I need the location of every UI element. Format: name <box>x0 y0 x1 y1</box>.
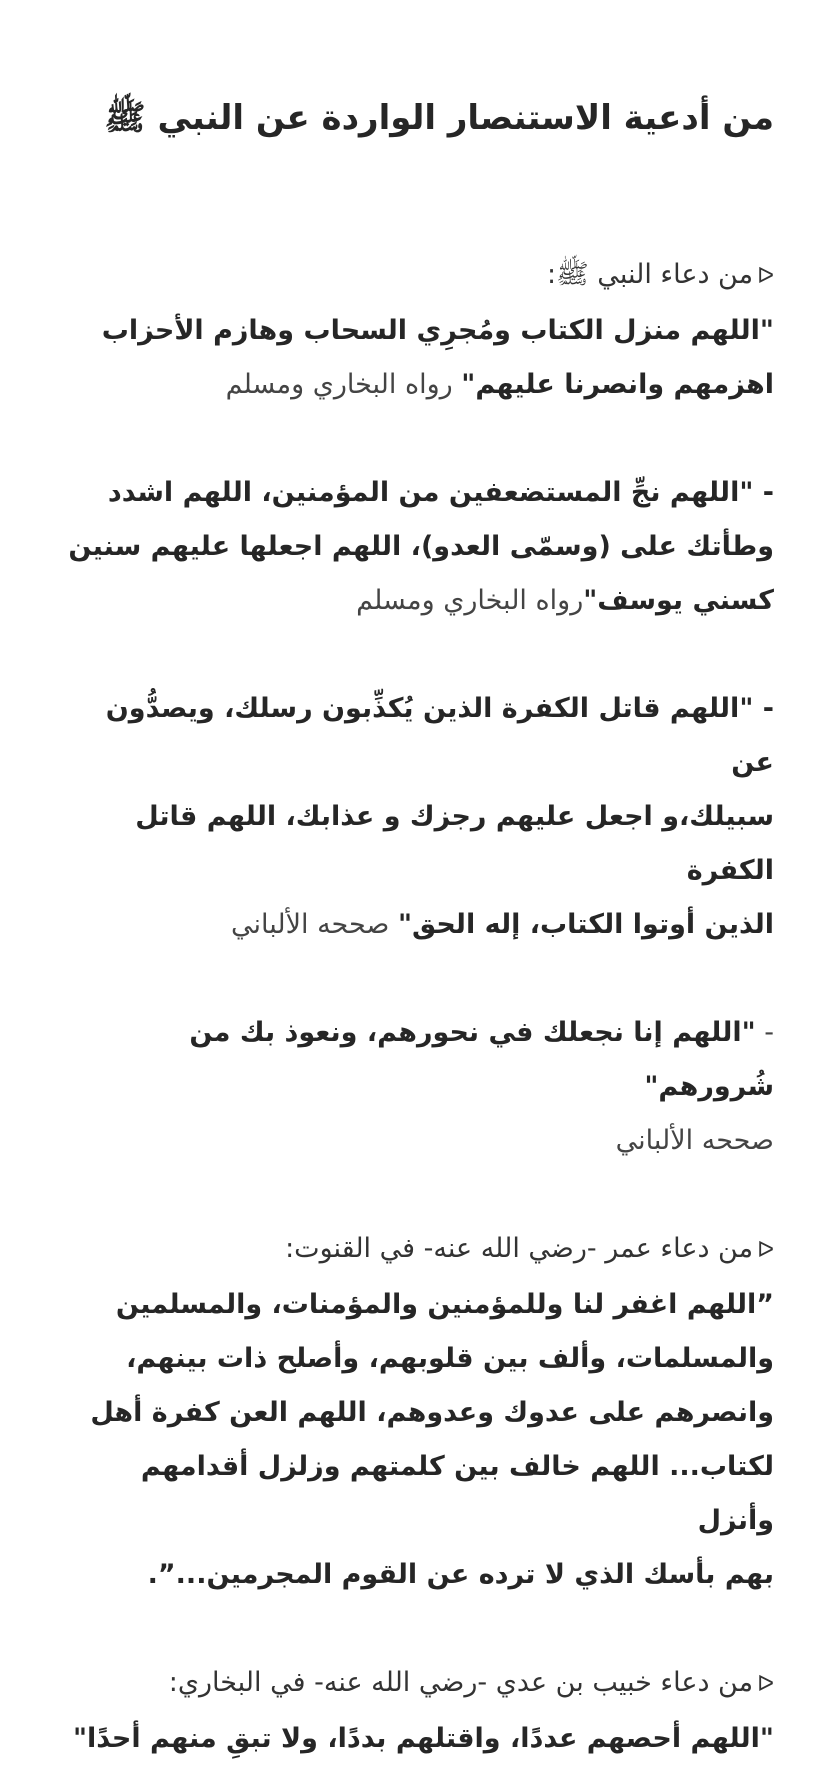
dua-line: والمسلمات، وألف بين قلوبهم، وأصلح ذات بينهم، <box>126 1343 774 1374</box>
dua-line: الذين أوتوا الكتاب، إله الحق" صححه الألباني <box>230 909 774 940</box>
dua-section-khubayb <box>56 1656 774 1766</box>
dua-line: ”اللهم اغفر لنا وللمؤمنين والمؤمنات، والمسلمين <box>115 1289 774 1320</box>
section-intro: ᐅمن دعاء عمر -رضي الله عنه- في القنوت: <box>56 1222 774 1278</box>
dua-line: - "اللهم نجِّ المستضعفين من المؤمنين، اللهم اشدد <box>107 477 774 508</box>
dua-line <box>56 1114 774 1168</box>
dua-line: سبيلك،و اجعل عليهم رجزك و عذابك، اللهم قاتل الكفرة <box>135 801 774 886</box>
dua-line: بهم بأسك الذي لا ترده عن القوم المجرمين...”. <box>147 1559 774 1590</box>
dua-line: وطأتك على (وسمّى العدو)، اللهم اجعلها عليهم سنين <box>68 531 774 562</box>
dua-section-mustadafin <box>56 466 774 628</box>
page-title: من أدعية الاستنصار الواردة عن النبي ﷺ <box>104 98 774 138</box>
dua-section-umar <box>56 1222 774 1602</box>
dua-line: - "اللهم إنا نجعلك في نحورهم، ونعوذ بك من شُرورهم" <box>189 1017 774 1102</box>
dua-section-nuhur <box>56 1006 774 1168</box>
hadith-source: رواه البخاري ومسلم <box>225 369 462 400</box>
section-intro: ᐅمن دعاء خبيب بن عدي -رضي الله عنه- في البخاري: <box>56 1656 774 1712</box>
dua-section-prophet <box>56 248 774 412</box>
dua-line: كسني يوسف"رواه البخاري ومسلم <box>356 585 774 616</box>
hadith-source: صححه الألباني <box>615 1125 774 1156</box>
hadith-source: صححه الألباني <box>230 909 398 940</box>
dua-section-kafara <box>56 682 774 952</box>
section-intro: ᐅمن دعاء النبي ﷺ: <box>56 248 774 304</box>
dua-line: لكتاب... اللهم خالف بين كلمتهم وزلزل أقدامهم وأنزل <box>140 1451 774 1536</box>
dua-line: - "اللهم قاتل الكفرة الذين يُكذِّبون رسلك، ويصدُّون عن <box>105 693 774 778</box>
dua-line: اهزمهم وانصرنا عليهم" رواه البخاري ومسلم <box>225 369 774 400</box>
arrow-icon: ᐅ <box>757 264 774 289</box>
arrow-icon: ᐅ <box>757 1672 774 1697</box>
dua-line: "اللهم أحصهم عددًا، واقتلهم بددًا، ولا تبقِ منهم أحدًا" <box>72 1723 774 1754</box>
dua-line: "اللهم منزل الكتاب ومُجرِي السحاب وهازم الأحزاب <box>101 315 774 346</box>
dua-line: وانصرهم على عدوك وعدوهم، اللهم العن كفرة أهل <box>90 1397 774 1428</box>
hadith-source: رواه البخاري ومسلم <box>356 585 584 616</box>
arrow-icon: ᐅ <box>757 1238 774 1263</box>
